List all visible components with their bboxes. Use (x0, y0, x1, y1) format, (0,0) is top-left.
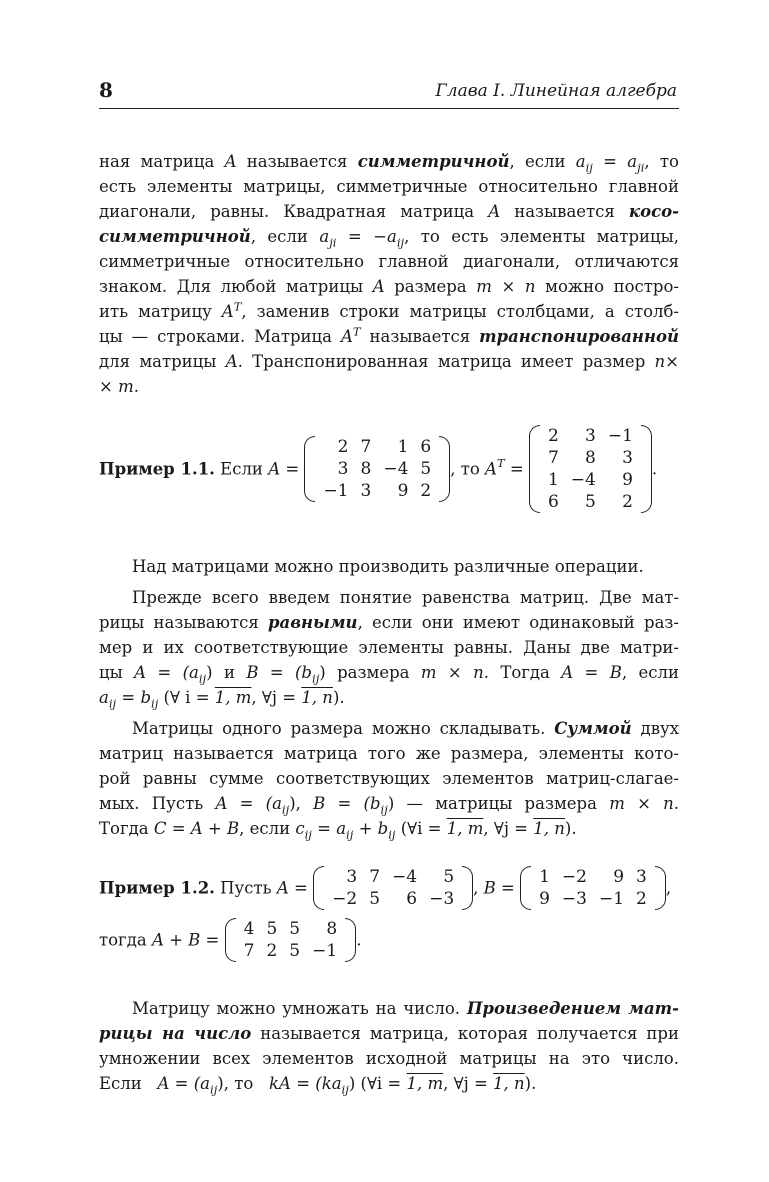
matrix-cell: 1 (397, 437, 409, 457)
text-line: Матрицы одного размера можно складывать. Суммой двух (132, 719, 679, 738)
term-symmetric: симметричной (357, 152, 510, 171)
text-line: Матрицу можно умножать на число. Произведением мат- (132, 999, 679, 1018)
text-line: × m. (99, 377, 139, 396)
matrix-cell: −4 (383, 459, 409, 479)
term-skew: косо- (628, 202, 679, 221)
matrix-cell: 6 (420, 437, 432, 457)
matrix-cell: 8 (585, 448, 596, 468)
matrix-cell: 7 (360, 437, 372, 457)
term-sum: Суммой (554, 719, 632, 738)
matrix-cell: −2 (332, 889, 358, 909)
matrix-cell: 2 (266, 941, 278, 961)
matrix-cell: 5 (369, 889, 381, 909)
text-line: ная матрица A называется симметричной, если $a_{ij} = a_{ji}$, то (99, 152, 679, 175)
matrix-cell: 2 (636, 889, 647, 909)
matrix-cell: 8 (326, 919, 338, 939)
example-label: Пример 1.1. (99, 459, 215, 479)
matrix-cell: 5 (585, 492, 596, 512)
text-line: симметричной, если $a_{ji} = -a_{ij}$, то есть элементы матрицы, (99, 227, 679, 250)
text-line: мых. Пусть $A = (a_{ij})$, $B = (b_{ij})$ — матрицы размера m × n. (99, 794, 679, 817)
term-product: Произведением мат- (466, 999, 679, 1018)
example-label: Пример 1.2. (99, 878, 215, 898)
matrix-cell: 7 (547, 448, 559, 468)
matrix-cell: 2 (337, 437, 349, 457)
text-line: Если $A = (a_{ij})$, то kA = $(ka_{ij})$ (∀i = 1, m, ∀j = 1, n). (99, 1074, 537, 1097)
matrix-cell: 1 (539, 867, 550, 887)
matrix-cell: −3 (429, 889, 455, 909)
text-line: рой равны сумме соответствующих элементов матриц-слагае- (99, 769, 679, 788)
text-line: рицы называются равными, если они имеют одинаковый раз- (99, 613, 679, 632)
matrix-cell: 3 (636, 867, 647, 887)
matrix-cell: 7 (243, 941, 255, 961)
matrix-cell: −4 (570, 470, 596, 490)
matrix-cell: −1 (312, 941, 338, 961)
text-line: $a_{ij} = b_{ij}$ (∀ i = 1, m, ∀j = 1, n). (99, 688, 345, 711)
term-equal: равными (267, 613, 358, 632)
text-line: рицы на число называется матрица, которая получается при (99, 1024, 679, 1043)
example-1-2-result: тогда A + B = 4 5 5 8 7 2 5 −1 . (99, 919, 362, 961)
text-line: цы $A = (a_{ij})$ и $B = (b_{ij})$ размера m × n. Тогда A = B, если (99, 663, 679, 686)
text-line: ить матрицу $A^T$, заменив строки матрицы столбцами, а столб- (99, 299, 679, 321)
text-line: симметричные относительно главной диагонали, отличаются (99, 252, 679, 271)
text-line: умножении всех элементов исходной матрицы на это число. (99, 1049, 679, 1068)
term-transposed: транспонированной (479, 327, 679, 346)
matrix-cell: 5 (289, 919, 301, 939)
matrix-cell: 2 (622, 492, 633, 512)
text-line: цы — строками. Матрица $A^T$ называется транспонированной (99, 324, 679, 346)
matrix-cell: −4 (392, 867, 418, 887)
text-line: есть элементы матрицы, симметричные относительно главной (99, 177, 679, 196)
matrix-cell: 2 (420, 481, 432, 501)
matrix-cell: −1 (607, 426, 633, 446)
matrix-cell: 7 (369, 867, 381, 887)
matrix-cell: 5 (420, 459, 432, 479)
text-line: диагонали, равны. Квадратная матрица A называется косо- (99, 202, 679, 221)
matrix-cell: 9 (397, 481, 409, 501)
matrix-cell: 9 (539, 889, 550, 909)
matrix-cell: 4 (243, 919, 255, 939)
page-header (99, 78, 679, 109)
matrix-cell: −2 (561, 867, 587, 887)
matrix-cell: 8 (360, 459, 372, 479)
matrix-cell: −3 (561, 889, 587, 909)
text-line: Тогда C = A + B, если $c_{ij} = a_{ij} + b_{ij}$ (∀i = 1, m, ∀j = 1, n). (99, 819, 577, 842)
matrix-A (313, 866, 473, 910)
paragraph-operations: Над матрицами можно производить различные операции. (132, 557, 644, 576)
matrix-cell: 3 (337, 459, 349, 479)
text-line: Прежде всего введем понятие равенства матриц. Две мат- (132, 588, 679, 607)
text-line: матриц называется матрица того же размера, элементы кото- (99, 744, 679, 763)
matrix-AT (529, 425, 652, 513)
matrix-cell: 5 (266, 919, 278, 939)
matrix-B (520, 866, 666, 910)
matrix-cell: 3 (622, 448, 633, 468)
matrix-cell: −1 (323, 481, 349, 501)
matrix-cell: 9 (613, 867, 625, 887)
matrix-cell: 1 (547, 470, 559, 490)
matrix-cell: 9 (622, 470, 633, 490)
matrix-cell: −1 (598, 889, 625, 909)
matrix-cell: 3 (346, 867, 358, 887)
matrix-cell: 3 (585, 426, 596, 446)
matrix-cell: 2 (547, 426, 559, 446)
example-1-2: Пример 1.2. Пусть A = 3 7 −4 5 −2 5 6 −3 , B = 1 −2 9 3 9 −3 −1 2 , (99, 867, 672, 909)
matrix-cell: 6 (406, 889, 418, 909)
running-head: Глава I. Линейная алгебра (435, 81, 677, 101)
matrix-cell: 3 (360, 481, 372, 501)
example-1-1: Пример 1.1. Если A = 2 7 1 6 3 8 −4 5 −1 3 9 2 , то $A^T$ = 2 3 −1 7 8 3 1 −4 9 6 5 2 . (99, 426, 658, 512)
matrix-A (304, 436, 450, 502)
text-line: для матрицы A. Транспонированная матрица имеет размер n× (99, 352, 679, 371)
matrix-sum (225, 918, 357, 962)
matrix-cell: 6 (547, 492, 559, 512)
page-number: 8 (99, 78, 113, 102)
text-line: знаком. Для любой матрицы A размера m × n можно постро- (99, 277, 680, 296)
text-line: мер и их соответствующие элементы равны. Даны две матри- (99, 638, 679, 657)
matrix-cell: 5 (443, 867, 455, 887)
matrix-cell: 5 (289, 941, 301, 961)
